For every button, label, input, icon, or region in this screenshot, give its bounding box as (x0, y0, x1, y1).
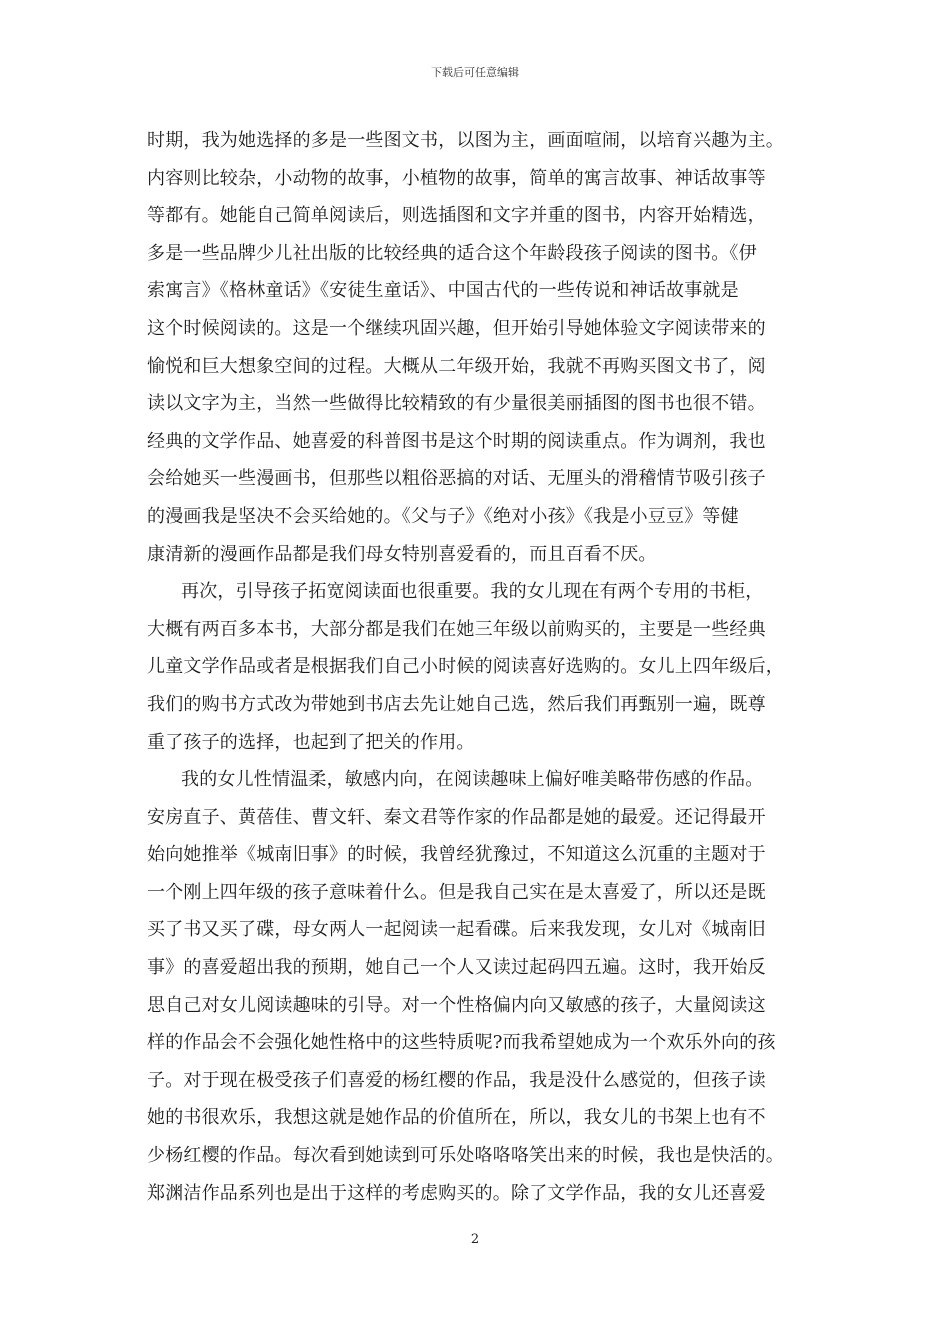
text-line: 样的作品会不会强化她性格中的这些特质呢?而我希望她成为一个欢乐外向的孩 (147, 1032, 776, 1054)
text-line: 始向她推举《城南旧事》的时候，我曾经犹豫过，不知道这么沉重的主题对于 (147, 844, 766, 866)
text-line: 郑渊洁作品系列也是出于这样的考虑购买的。除了文学作品，我的女儿还喜爱 (147, 1182, 766, 1204)
text-line: 我们的购书方式改为带她到书店去先让她自己选，然后我们再甄别一遍，既尊 (147, 693, 766, 715)
text-line: 这个时候阅读的。这是一个继续巩固兴趣，但开始引导她体验文字阅读带来的 (147, 317, 766, 339)
text-line: 安房直子、黄蓓佳、曹文轩、秦文君等作家的作品都是她的最爱。还记得最开 (147, 806, 766, 828)
text-line: 儿童文学作品或者是根据我们自己小时候的阅读喜好选购的。女儿上四年级后， (147, 656, 784, 678)
text-line: 一个刚上四年级的孩子意味着什么。但是我自己实在是太喜爱了，所以还是既 (147, 881, 766, 903)
text-line: 会给她买一些漫画书，但那些以粗俗恶搞的对话、无厘头的滑稽情节吸引孩子 (147, 468, 766, 490)
text-line: 思自己对女儿阅读趣味的引导。对一个性格偏内向又敏感的孩子，大量阅读这 (147, 994, 766, 1016)
text-line: 多是一些品牌少儿社出版的比较经典的适合这个年龄段孩子阅读的图书。《伊 (147, 242, 757, 264)
text-line: 读以文字为主，当然一些做得比较精致的有少量很美丽插图的图书也很不错。 (147, 393, 766, 415)
text-line: 时期，我为她选择的多是一些图文书，以图为主，画面喧闹，以培育兴趣为主。 (147, 130, 784, 151)
paragraph-first-line: 我的女儿性情温柔，敏感内向，在阅读趣味上偏好唯美略带伤感的作品。 (181, 769, 764, 791)
paragraph-first-line: 再次，引导孩子拓宽阅读面也很重要。我的女儿现在有两个专用的书柜， (181, 581, 764, 603)
text-line: 愉悦和巨大想象空间的过程。大概从二年级开始，我就不再购买图文书了，阅 (147, 355, 766, 377)
body-text (147, 122, 807, 1212)
text-line: 大概有两百多本书，大部分都是我们在她三年级以前购买的，主要是一些经典 (147, 618, 766, 640)
text-line: 买了书又买了碟，母女两人一起阅读一起看碟。后来我发现，女儿对《城南旧 (147, 919, 766, 941)
page-header: 下载后可任意编辑 (431, 66, 519, 79)
text-line: 子。对于现在极受孩子们喜爱的杨红樱的作品，我是没什么感觉的，但孩子读 (147, 1069, 766, 1091)
text-line: 她的书很欢乐，我想这就是她作品的价值所在，所以，我女儿的书架上也有不 (147, 1107, 766, 1129)
text-line: 少杨红樱的作品。每次看到她读到可乐处咯咯咯笑出来的时候，我也是快活的。 (147, 1145, 784, 1167)
page-number: 2 (470, 1232, 480, 1247)
text-line: 重了孩子的选择，也起到了把关的作用。 (147, 731, 475, 753)
text-line: 事》的喜爱超出我的预期，她自己一个人又读过起码四五遍。这时，我开始反 (147, 957, 766, 979)
text-line: 索寓言》《格林童话》《安徒生童话》、中国古代的一些传说和神话故事就是 (147, 280, 739, 302)
text-line: 康清新的漫画作品都是我们母女特别喜爱看的，而且百看不厌。 (147, 543, 657, 565)
text-line: 的漫画我是坚决不会买给她的。《父与子》《绝对小孩》《我是小豆豆》等健 (147, 505, 739, 527)
text-line: 经典的文学作品、她喜爱的科普图书是这个时期的阅读重点。作为调剂，我也 (147, 430, 766, 452)
text-line: 等都有。她能自己简单阅读后，则选插图和文字并重的图书，内容开始精选， (147, 205, 766, 227)
text-line: 内容则比较杂，小动物的故事，小植物的故事，简单的寓言故事、神话故事等 (147, 167, 766, 189)
